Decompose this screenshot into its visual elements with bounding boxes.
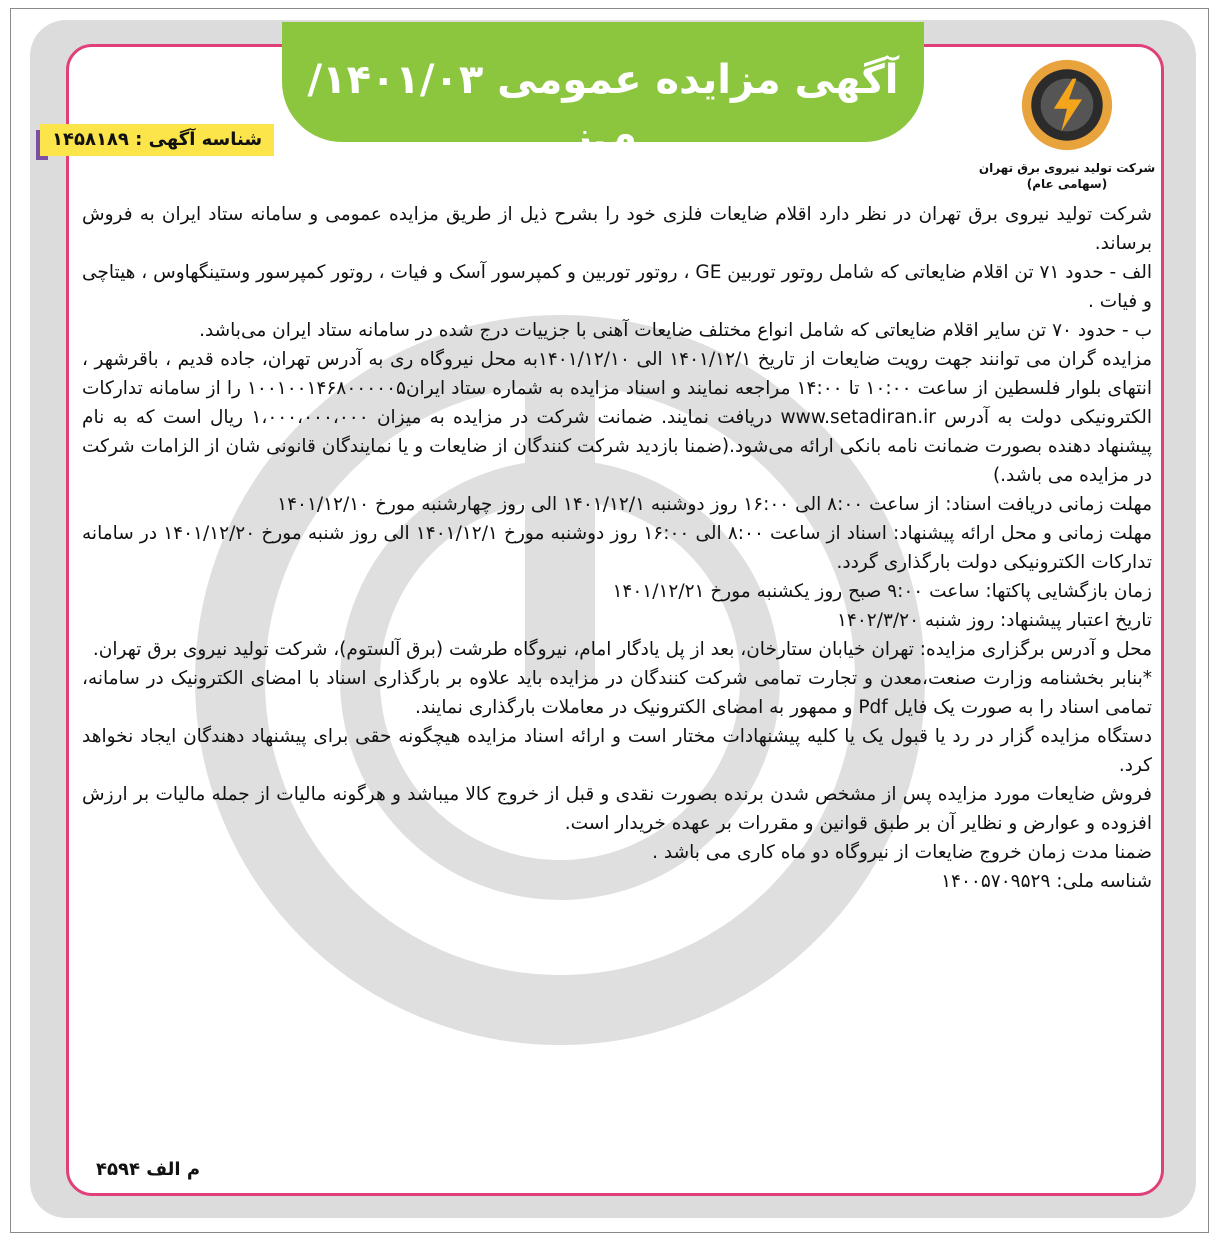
page-title: آگهی مزایده عمومی ۱۴۰۱/۰۳/م.ز — [307, 57, 899, 159]
visit-paragraph: مزایده گران می توانند جهت رویت ضایعات از تاریخ ۱۴۰۱/۱۲/۱ الی ۱۴۰۱/۱۲/۱۰به محل نیروگاه ری به آدرس تهران، جاده قدیم ، باقرشهر ، انتهای بلوار فلسطین از ساعت ۱۰:۰۰ تا ۱۴:۰۰ مراجعه نمایند و اسناد مزایده به شماره ستاد ایران۱۰۰۱۰۰۱۴۶۸۰۰۰۰۰۵ را از سامانه تدارکات الکترونیکی دولت به آدرس www.setadiran.ir دریافت نمایند. ضمانت شرکت در مزایده به میزان ۱،۰۰۰،۰۰۰،۰۰۰ ریال است که به نام پیشنهاد دهنده بصورت ضمانت نامه بانکی ارائه می‌شود.(ضمنا بازدید شرکت کنندگان از ضایعات و یا نمایندگان قانونی شان از الزامات شرکت در مزایده می باشد.) — [82, 349, 1153, 486]
footer-code: م الف ۴۵۹۴ — [96, 1159, 201, 1180]
notice-body — [82, 200, 1152, 896]
intro-paragraph: شرکت تولید نیروی برق تهران در نظر دارد اقلام ضایعات فلزی خود را بشرح ذیل از طریق مزایده عمومی و سامانه ستاد ایران به فروش برساند. — [82, 204, 1152, 254]
offer-deadline-paragraph: مهلت زمانی و محل ارائه پیشنهاد: اسناد از ساعت ۸:۰۰ الی ۱۶:۰۰ روز دوشنبه مورخ ۱۴۰۱/۱۲/۱ الی روز شنبه مورخ ۱۴۰۱/۱۲/۲۰ در سامانه تدارکات الکترونیکی دولت بارگذاری گردد. — [82, 523, 1153, 573]
exit-time-paragraph: ضمنا مدت زمان خروج ضایعات از نیروگاه دو ماه کاری می باشد . — [652, 842, 1152, 863]
item-a-paragraph: الف - حدود ۷۱ تن اقلام ضایعاتی که شامل روتور توربین GE ، روتور توربین و کمپرسور آسک و فیات ، روتور کمپرسور وستینگهاوس ، هیتاچی و فیات . — [82, 262, 1152, 312]
venue-paragraph: محل و آدرس برگزاری مزایده: تهران خیابان ستارخان، بعد از پل یادگار امام، نیروگاه طرشت (برق آلستوم)، شرکت تولید نیروی برق تهران. — [92, 639, 1152, 660]
ministry-paragraph: *بنابر بخشنامه وزارت صنعت،معدن و تجارت تمامی شرکت کنندگان در مزایده باید علاوه بر بارگذاری اسناد با امضای الکترونیک در سامانه، تمامی اسناد را به صورت یک فایل Pdf و ممهور به امضای الکترونیک در معاملات بارگذاری نمایند. — [82, 668, 1152, 718]
lightning-bolt-icon — [1020, 58, 1114, 152]
company-name-line1: شرکت تولید نیروی برق تهران — [978, 161, 1156, 175]
doc-deadline-paragraph: مهلت زمانی دریافت اسناد: از ساعت ۸:۰۰ الی ۱۶:۰۰ روز دوشنبه ۱۴۰۱/۱۲/۱ الی روز چهارشنبه مورخ ۱۴۰۱/۱۲/۱۰ — [277, 494, 1152, 515]
company-name-line2: (سهامی عام) — [1026, 177, 1108, 191]
company-name — [962, 160, 1172, 192]
sale-paragraph: فروش ضایعات مورد مزایده پس از مشخص شدن برنده بصورت نقدی و قبل از خروج کالا میباشد و هرگونه مالیات از جمله مالیات بر ارزش افزوده و عوارض و نظایر آن بر طبق قوانین و مقررات بر عهده خریدار است. — [82, 784, 1152, 834]
national-id: شناسه ملی: ۱۴۰۰۵۷۰۹۵۲۹ — [941, 871, 1152, 892]
ad-id-badge: شناسه آگهی : ۱۴۵۸۱۸۹ — [40, 124, 274, 156]
opening-paragraph: زمان بازگشایی پاکتها: ساعت ۹:۰۰ صبح روز یکشنبه مورخ ۱۴۰۱/۱۲/۲۱ — [612, 581, 1152, 602]
validity-paragraph: تاریخ اعتبار پیشنهاد: روز شنبه ۱۴۰۲/۳/۲۰ — [837, 610, 1152, 631]
item-b-paragraph: ب - حدود ۷۰ تن سایر اقلام ضایعاتی که شامل انواع مختلف ضایعات آهنی با جزییات درج شده در سامانه ستاد ایران می‌باشد. — [199, 320, 1152, 341]
rights-paragraph: دستگاه مزایده گزار در رد یا قبول یک یا کلیه پیشنهادات مختار است و ارائه اسناد مزایده هیچگونه حقی برای پیشنهاد دهندگان ایجاد نخواهد کرد. — [82, 726, 1152, 776]
